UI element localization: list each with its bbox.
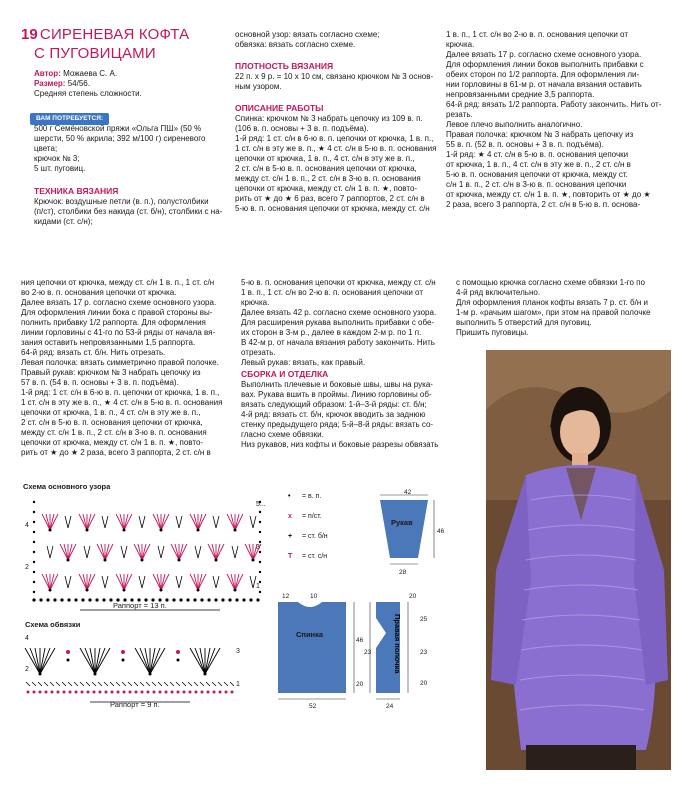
back-top-dim-a: 12 — [282, 593, 290, 600]
edge-dot — [33, 571, 35, 573]
text-line: Низ рукавов, низ кофты и боковые разрезы обвязать — [241, 440, 439, 449]
sleeve-label: Рукав — [391, 518, 413, 527]
border-sc — [158, 682, 162, 686]
border-scheme-diagram — [20, 630, 245, 710]
chain-dot — [228, 598, 231, 601]
border-scheme-rapport: Раппорт = 9 п. — [110, 700, 160, 709]
text-line: 1 ст. с/н в эту же в. п., ★ 4 ст. с/н в 5-ю в. п. основания — [235, 144, 437, 153]
border-dot — [225, 691, 228, 694]
border-fan — [135, 648, 165, 676]
text-line: 5-ю в. п. основания цепочки от крючка, между ст. — [446, 170, 628, 179]
border-dot — [183, 691, 186, 694]
chain-dot — [221, 598, 224, 601]
text-line: гласно схеме обвязки. — [241, 430, 324, 439]
text-line: обеих сторон по 1/2 раппорта. Для оформления ли- — [446, 70, 640, 79]
col2-top-text — [235, 30, 380, 50]
border-sc — [164, 682, 168, 686]
text-line: крючка. — [241, 298, 270, 307]
chain-dot — [60, 598, 63, 601]
chain-dot — [242, 598, 245, 601]
border-sc — [62, 682, 66, 686]
front-dim-a: 25 — [420, 616, 428, 623]
border-picot — [66, 650, 70, 662]
border-sc — [32, 682, 36, 686]
border-dot — [99, 691, 102, 694]
text-line: Далее вязать 42 р. согласно схеме основного узора. — [241, 308, 437, 317]
text-line: основной узор: вязать согласно схеме; — [235, 30, 380, 39]
fan-stitch — [116, 574, 132, 592]
main-scheme-rapport: Раппорт = 13 п. — [113, 601, 167, 610]
chain-dot — [88, 598, 91, 601]
border-dot — [93, 691, 96, 694]
text-line: 1-й ряд: 1 ст. с/н в 6-ю в. п. цепочки от крючка, 1 в. п., — [21, 388, 220, 397]
main-row-1: 1 — [256, 583, 260, 590]
fan-stitch — [171, 544, 187, 562]
chain-dot — [39, 598, 42, 601]
v-stitch — [47, 546, 53, 558]
text-line: Левое плечо выполнить аналогично. — [446, 120, 583, 129]
fan-stitch — [116, 514, 132, 532]
back-side-dim-a: 46 — [356, 637, 364, 644]
border-row-4: 4 — [25, 635, 29, 642]
assembly-heading: СБОРКА И ОТДЕЛКА — [241, 369, 329, 379]
border-sc — [230, 682, 234, 686]
text-line: Далее вязать 17 р. согласно схеме основного узора. — [21, 298, 217, 307]
text-line: 64-й ряд: вязать ст. б/н. Нить отрезать. — [21, 348, 166, 357]
border-sc — [188, 682, 192, 686]
text-line: от крючка, между ст. с/н 1 в. п. ★, повторить от ★ до ★ — [446, 190, 651, 199]
main-scheme-title: Схема основного узора — [23, 482, 111, 491]
border-dot — [39, 691, 42, 694]
border-row-1: 1 — [236, 681, 240, 688]
col3-top-text — [446, 30, 661, 210]
v-stitch — [232, 546, 238, 558]
fan-stitch — [227, 574, 243, 592]
legend-symbol-slip: x — [288, 513, 292, 520]
pattern-pieces — [268, 488, 478, 716]
text-line: Правая полочка: крючком № 3 набрать цепочку из — [446, 130, 634, 139]
article-title-line1: СИРЕНЕВАЯ КОФТА — [39, 26, 190, 43]
border-dot — [87, 691, 90, 694]
chain-dot — [193, 598, 196, 601]
border-sc — [50, 682, 54, 686]
v-stitch — [65, 576, 71, 588]
text-line: вязать следующий образом: 1-й–3-й ряды: ст. б/н; — [241, 400, 427, 409]
text-line: (п/ст), столбики без накида (ст. б/н), столбики с на- — [34, 207, 223, 216]
edge-dot — [259, 561, 261, 563]
chain-dot — [102, 598, 105, 601]
text-line: 1-м р. «рачьим шагом», при этом на правой полочке — [456, 308, 651, 317]
fan-stitch — [190, 574, 206, 592]
border-dot — [189, 691, 192, 694]
legend-text: = п/ст. — [302, 513, 322, 520]
main-row-4: 4 — [25, 522, 29, 529]
text-line: 1 в. п., 1 ст. с/н во 2-ю в. п. основания цепочки от — [241, 288, 423, 297]
text-line: вах. Рукава вшить в проймы. Линию горловины об- — [241, 390, 432, 399]
back-top-dim-b: 10 — [310, 593, 318, 600]
text-line: отрезать. — [241, 348, 276, 357]
back-bottom-dim: 52 — [309, 703, 317, 710]
text-line: Спинка: крючком № 3 набрать цепочку из 109 в. п. — [235, 114, 423, 123]
article-title-line2: С ПУГОВИЦАМИ — [34, 45, 156, 62]
border-sc — [26, 682, 30, 686]
text-line: 4-й ряд: вязать ст. б/н, крючок вводить за заднюю — [241, 410, 426, 419]
text-line: Выполнить плечевые и боковые швы, швы на рука- — [241, 380, 433, 389]
text-line: 4-й ряд включительно. — [456, 288, 541, 297]
text-line: рить от ★ до ★ 2 раза, всего 3 раппорта, 2 ст. с/н в — [21, 448, 211, 457]
author: Можаева С. А. — [63, 69, 118, 78]
back-side-dim-b: 20 — [356, 681, 364, 688]
border-sc — [224, 682, 228, 686]
v-stitch — [176, 576, 182, 588]
text-line: рить от ★ до ★ 6 раз, всего 7 раппортов, 2 ст. с/н в — [235, 194, 425, 203]
text-line: цепочки от крючка, между ст. с/н 1 в. п. ★, повто- — [235, 184, 418, 193]
fan-stitch — [97, 544, 113, 562]
v-stitch — [102, 576, 108, 588]
v-stitch — [102, 516, 108, 528]
border-picot — [176, 650, 180, 662]
text-line: 5-ю в. п. основания цепочки от крючка, между ст. с/н — [235, 204, 430, 213]
legend-text: = ст. с/н — [302, 553, 328, 560]
border-sc — [206, 682, 210, 686]
border-sc — [146, 682, 150, 686]
border-sc — [86, 682, 90, 686]
border-sc — [122, 682, 126, 686]
edge-dot — [259, 511, 261, 513]
text-line: Для расширения рукава выполнить прибавки с обе- — [241, 318, 435, 327]
materials-badge: ВАМ ПОТРЕБУЕТСЯ: — [30, 113, 109, 125]
fan-stitch — [190, 514, 206, 532]
border-scheme-title: Схема обвязки — [25, 620, 81, 629]
sleeve-bottom-dim: 28 — [399, 569, 407, 576]
col3-mid-text — [456, 278, 650, 338]
border-sc — [110, 682, 114, 686]
text-line: 2 ст. с/н в 5-ю в. п. основания цепочки от крючка, — [235, 164, 417, 173]
border-dot — [231, 691, 234, 694]
border-sc — [140, 682, 144, 686]
sleeve-side-dim: 46 — [437, 528, 445, 535]
text-line: непровязанными средние 3,5 раппорта. — [446, 90, 595, 99]
text-line: цепочки от крючка, между ст. с/н 1 в. п. ★, повто- — [21, 438, 204, 447]
border-sc — [116, 682, 120, 686]
border-dot — [123, 691, 126, 694]
front-top-dim: 20 — [409, 593, 417, 600]
text-line: 1-й ряд: 1 ст. с/н в 6-ю в. п. цепочки от крючка, 1 в. п., — [235, 134, 434, 143]
work-text — [235, 114, 436, 214]
chain-dot — [200, 598, 203, 601]
edge-dot — [259, 531, 261, 533]
main-row-2: 2 — [25, 564, 29, 571]
text-line: 2 раза, всего 3 раппорта, 2 ст. с/н в 5-ю в. п. основа- — [446, 200, 641, 209]
main-row-5: 5... — [256, 501, 266, 508]
border-dot — [105, 691, 108, 694]
sleeve-top-dim: 42 — [404, 489, 412, 496]
chain-dot — [46, 598, 49, 601]
border-sc — [92, 682, 96, 686]
border-row-3: 3 — [236, 648, 240, 655]
text-line: Левый рукав: вязать, как правый. — [241, 358, 366, 367]
text-line: 2 ст. с/н в 5-ю в. п. основания цепочки от крючка, — [21, 418, 203, 427]
border-dot — [57, 691, 60, 694]
legend-symbol-sc: + — [288, 533, 293, 540]
border-dot — [159, 691, 162, 694]
text-line: их сторон в 3-м р., далее в каждом 2-м р. по 1 п. — [241, 328, 422, 337]
text-line: цепочки от крючка, 1 в. п., 4 ст. с/н в эту же в. п., — [235, 154, 415, 163]
article-number: 19 — [21, 26, 38, 43]
text-line: с помощью крючка согласно схеме обвязки 1-го по — [456, 278, 645, 287]
border-dot — [117, 691, 120, 694]
fan-stitch — [79, 514, 95, 532]
border-sc — [194, 682, 198, 686]
legend-text: = ст. б/н — [302, 533, 328, 540]
main-row-3: 3 — [256, 544, 260, 551]
border-dot — [165, 691, 168, 694]
v-stitch — [65, 516, 71, 528]
text-line: Для оформления линии бока с правой стороны вы- — [21, 308, 213, 317]
border-dot — [27, 691, 30, 694]
edge-dot — [33, 521, 35, 523]
chain-dot — [67, 598, 70, 601]
v-stitch — [250, 516, 256, 528]
border-sc — [170, 682, 174, 686]
front-dim-c: 20 — [420, 680, 428, 687]
legend-text: = в. п. — [302, 493, 322, 500]
text-line: крючка. — [446, 40, 475, 49]
chain-dot — [172, 598, 175, 601]
front-dim-d: 23 — [364, 649, 372, 656]
text-line: ния цепочки от крючка, между ст. с/н 1 в. п., 1 ст. с/н — [21, 278, 215, 287]
v-stitch — [121, 546, 127, 558]
edge-dot — [33, 541, 35, 543]
legend-symbol-dc: T — [288, 553, 293, 560]
materials-yarn: 500 г Семёновской пряжи «Ольга ПШ» (50 % шерсти, 50 % акрила; 392 м/100 г) сиреневого цвета; — [34, 124, 206, 153]
border-sc — [134, 682, 138, 686]
text-line: Для оформления планок кофты вязать 7 р. ст. б/н и — [456, 298, 648, 307]
photo-illustration — [486, 350, 671, 770]
border-sc — [56, 682, 60, 686]
v-stitch — [84, 546, 90, 558]
technique-text — [34, 197, 222, 227]
article-meta — [34, 69, 142, 99]
v-stitch — [195, 546, 201, 558]
model-photo — [486, 350, 671, 770]
border-dot — [195, 691, 198, 694]
border-dot — [141, 691, 144, 694]
border-dot — [177, 691, 180, 694]
text-line: 1 ст. с/н в эту же в. п., ★ 4 ст. с/н в 5-ю в. п. основания — [21, 398, 223, 407]
border-picot — [121, 650, 125, 662]
border-fan — [25, 648, 55, 676]
border-dot — [135, 691, 138, 694]
v-stitch — [176, 516, 182, 528]
edge-dot — [33, 591, 35, 593]
text-line: Пришить пуговицы. — [456, 328, 529, 337]
fan-stitch — [153, 514, 169, 532]
edge-dot — [33, 511, 35, 513]
chain-dot — [179, 598, 182, 601]
front-bottom-dim: 24 — [386, 703, 394, 710]
edge-dot — [33, 551, 35, 553]
fan-stitch — [227, 514, 243, 532]
border-sc — [200, 682, 204, 686]
fan-stitch — [42, 574, 58, 592]
border-sc — [98, 682, 102, 686]
materials-buttons: 5 шт. пуговиц. — [34, 164, 86, 173]
text-line: зания оставить непровязанными 1,5 раппорта. — [21, 338, 196, 347]
chain-dot — [74, 598, 77, 601]
border-dot — [81, 691, 84, 694]
text-line: обвязка: вязать согласно схеме. — [235, 40, 356, 49]
difficulty: Средняя степень сложности. — [34, 89, 142, 98]
border-sc — [44, 682, 48, 686]
chain-dot — [95, 598, 98, 601]
fan-stitch — [79, 574, 95, 592]
col2-mid-text — [241, 278, 436, 368]
col1-mid-text — [21, 278, 222, 458]
border-dot — [171, 691, 174, 694]
main-scheme-diagram — [20, 492, 275, 617]
v-stitch — [213, 576, 219, 588]
text-line: Далее вязать 17 р. согласно схеме основного узора. — [446, 50, 642, 59]
border-dot — [33, 691, 36, 694]
border-dot — [69, 691, 72, 694]
fan-stitch — [60, 544, 76, 562]
text-line: Левая полочка: вязать симметрично правой полочке. — [21, 358, 219, 367]
front-dim-b: 23 — [420, 649, 428, 656]
chain-dot — [32, 598, 35, 601]
edge-dot — [259, 571, 261, 573]
chain-dot — [249, 598, 252, 601]
border-dot — [63, 691, 66, 694]
text-line: 5-ю в. п. основания цепочки от крючка, между ст. с/н — [241, 278, 436, 287]
text-line: между ст. с/н 1 в. п., 2 ст. с/н в 3-ю в. п. основания — [21, 428, 207, 437]
chain-dot — [186, 598, 189, 601]
border-dot — [201, 691, 204, 694]
text-line: 1-й ряд: ★ 4 ст. с/н в 5-ю в. п. основания цепочки — [446, 150, 629, 159]
author-label: Автор: — [34, 69, 61, 78]
v-stitch — [139, 516, 145, 528]
assembly-text — [241, 380, 438, 450]
border-dot — [213, 691, 216, 694]
legend-symbol-chain: • — [288, 493, 291, 500]
materials-hook: крючок № 3; — [34, 154, 80, 163]
chain-dot — [81, 598, 84, 601]
chain-dot — [53, 598, 56, 601]
border-sc — [80, 682, 84, 686]
border-dot — [147, 691, 150, 694]
fan-stitch — [208, 544, 224, 562]
fan-stitch — [42, 514, 58, 532]
border-dot — [207, 691, 210, 694]
edge-dot — [259, 521, 261, 523]
text-line: Крючок: воздушные петли (в. п.), полустолбики — [34, 197, 209, 206]
edge-dot — [33, 581, 35, 583]
fan-stitch — [134, 544, 150, 562]
border-fan — [190, 648, 220, 676]
text-line: с/н 1 в. п., 2 ст. с/н в 3-ю в. п. основания цепочки — [446, 180, 627, 189]
border-dot — [75, 691, 78, 694]
edge-dot — [33, 501, 35, 503]
text-line: выполнить 5 отверстий для пуговиц. — [456, 318, 592, 327]
v-stitch — [158, 546, 164, 558]
text-line: 57 в. п. (54 в. п. основы + 3 в. п. подъёма). — [21, 378, 179, 387]
text-line: Для оформления линии боков выполнить прибавки с — [446, 60, 644, 69]
back-label: Спинка — [296, 630, 324, 639]
edge-dot — [33, 531, 35, 533]
text-line: 22 п. х 9 р. = 10 х 10 см, связано крючком № 3 основ- — [235, 72, 434, 81]
edge-dot — [33, 561, 35, 563]
v-stitch — [139, 576, 145, 588]
text-line: цепочки от крючка, 1 в. п., 4 ст. с/н в эту же в. п., — [21, 408, 201, 417]
border-dot — [129, 691, 132, 694]
density-heading: ПЛОТНОСТЬ ВЯЗАНИЯ — [235, 61, 334, 71]
border-sc — [182, 682, 186, 686]
text-line: кидами (ст. с/н); — [34, 217, 93, 226]
border-sc — [104, 682, 108, 686]
chain-dot — [214, 598, 217, 601]
border-dot — [153, 691, 156, 694]
text-line: полнить прибавку 1/2 раппорта. Для оформления — [21, 318, 206, 327]
border-fan — [80, 648, 110, 676]
text-line: стенку предыдущего ряда; 5-й–8-й ряды: вязать со- — [241, 420, 434, 429]
text-line: 1 в. п., 1 ст. с/н во 2-ю в. п. основания цепочки от — [446, 30, 628, 39]
border-sc — [38, 682, 42, 686]
chain-dot — [235, 598, 238, 601]
border-dot — [111, 691, 114, 694]
text-line: во 2-ю в. п. основания цепочки от крючка. — [21, 288, 177, 297]
border-dot — [45, 691, 48, 694]
sleeve-shape — [380, 500, 428, 558]
text-line: нии горловины в 61-м р. от начала вязания оставить — [446, 80, 642, 89]
front-label: Правая полочка — [393, 614, 402, 674]
border-sc — [176, 682, 180, 686]
text-line: 64-й ряд: вязать 1/2 раппорта. Работу закончить. Нить от- — [446, 100, 662, 109]
border-sc — [74, 682, 78, 686]
chain-dot — [207, 598, 210, 601]
size-label: Размер: — [34, 79, 66, 88]
technique-heading: ТЕХНИКА ВЯЗАНИЯ — [34, 186, 119, 196]
text-line: резать. — [446, 110, 473, 119]
work-heading: ОПИСАНИЕ РАБОТЫ — [235, 103, 324, 113]
back-shape — [278, 602, 346, 693]
border-sc — [218, 682, 222, 686]
border-sc — [152, 682, 156, 686]
materials-list — [34, 124, 224, 174]
border-sc — [128, 682, 132, 686]
text-line: Правый рукав: крючком № 3 набрать цепочку из — [21, 368, 201, 377]
article-header — [21, 26, 190, 43]
fan-stitch — [153, 574, 169, 592]
text-line: ным узором. — [235, 82, 282, 91]
text-line: (106 в. п. основы + 3 в. п. подъёма). — [235, 124, 369, 133]
border-sc — [212, 682, 216, 686]
text-line: между ст. с/н 1 в. п., 2 ст. с/н в 3-ю в. п. основания — [235, 174, 421, 183]
v-stitch — [213, 516, 219, 528]
border-row-2: 2 — [25, 666, 29, 673]
density-text — [235, 72, 433, 92]
border-dot — [51, 691, 54, 694]
chain-dot — [256, 598, 259, 601]
text-line: 55 в. п. (52 в. п. основы + 3 в. п. подъёма). — [446, 140, 604, 149]
border-dot — [219, 691, 222, 694]
border-sc — [68, 682, 72, 686]
text-line: В 42-м р. от начала вязания работу закончить. Нить — [241, 338, 435, 347]
size: 54/56. — [67, 79, 90, 88]
text-line: линии горловины с 41-го по 53-й ряды от начала вя- — [21, 328, 216, 337]
text-line: от крючка, 1 в. п., 4 ст. с/н в эту же в. п., 2 ст. с/н в — [446, 160, 631, 169]
